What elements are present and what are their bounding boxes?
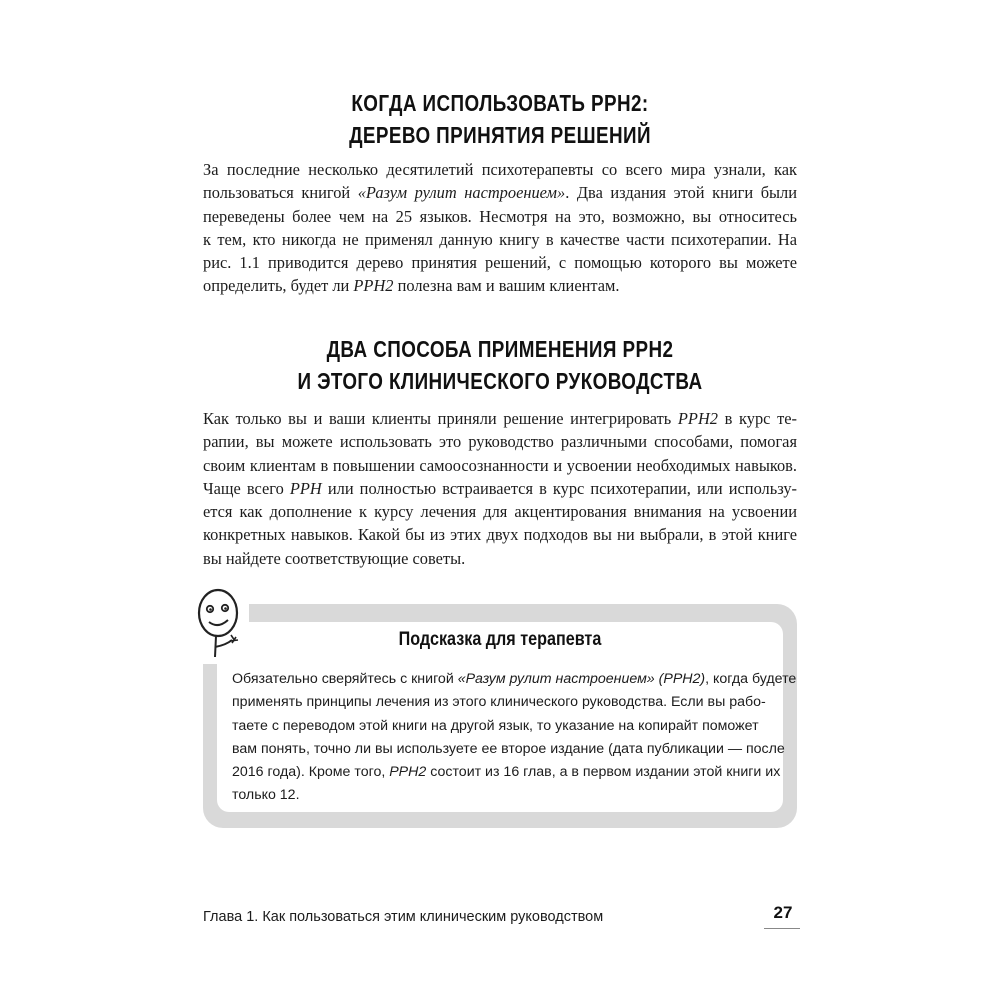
- footer-chapter-title: Глава 1. Как пользоваться этим клиническим руководством: [203, 909, 604, 925]
- tip-box-text: [232, 668, 797, 808]
- paragraph-two-ways: [203, 407, 797, 570]
- text-line: таете с переводом этой книги на другой язык, то указание на копирайт поможет: [232, 717, 759, 734]
- book-abbr: РРН2: [389, 764, 427, 781]
- book-title: «Разум рулит настроением»: [357, 183, 566, 203]
- text-line: Как только вы и ваши клиенты приняли решение интегрировать РРН2 в курс те-: [203, 409, 797, 428]
- text-line: определить, будет ли РРН2 полезна вам и вашим клиентам.: [203, 276, 620, 296]
- text-line: вы найдете соответствующие советы.: [203, 548, 466, 568]
- book-abbr: РРН2: [677, 409, 718, 428]
- text-line: конкретных навыков. Какой бы из этих двух подходов вы ни выбрали, в этой книге: [203, 525, 797, 545]
- text-line: к тем, кто никогда не применял данную книгу в качестве части психотерапии. На: [203, 229, 797, 249]
- text-line: только 12.: [232, 787, 300, 804]
- text-line: пользоваться книгой «Разум рулит настроением». Два издания этой книги были: [203, 183, 798, 203]
- text-line: Чаще всего РРН или полностью встраивается в курс психотерапии, или использу-: [203, 478, 797, 498]
- heading-line: ДВА СПОСОБА ПРИМЕНЕНИЯ РРН2: [326, 336, 674, 362]
- heading-line: ДЕРЕВО ПРИНЯТИЯ РЕШЕНИЙ: [349, 122, 651, 148]
- text-line: применять принципы лечения из этого клинического руководства. Если вы рабо-: [232, 694, 766, 711]
- text-line: рис. 1.1 приводится дерево принятия решений, с помощью которого вы можете: [203, 253, 797, 273]
- text-line: своим клиентам в повышении самоосознанности и усвоении необходимых навыков.: [203, 455, 797, 475]
- text-line: рапии, вы можете использовать это руководство различными способами, помогая: [203, 432, 797, 452]
- book-abbr: РРН: [289, 478, 322, 498]
- text-line: переведены более чем на 25 языков. Несмотря на это, возможно, вы относитесь: [203, 206, 797, 226]
- smiling-face-icon: [186, 585, 256, 665]
- page-number: 27: [773, 903, 793, 922]
- heading-line: И ЭТОГО КЛИНИЧЕСКОГО РУКОВОДСТВА: [297, 368, 703, 394]
- book-abbr: РРН2: [353, 276, 394, 296]
- book-title: «Разум рулит настроением» (РРН2): [457, 671, 706, 687]
- text-line: За последние несколько десятилетий психотерапевты со всего мира узнали, как: [203, 160, 797, 179]
- footer-rule: [764, 928, 800, 929]
- heading-line: КОГДА ИСПОЛЬЗОВАТЬ РРН2:: [351, 90, 649, 116]
- heading-when-to-use: [254, 87, 746, 151]
- text-line: Обязательно сверяйтесь с книгой «Разум рулит настроением» (РРН2), когда будете: [232, 671, 797, 687]
- paragraph-intro: [203, 158, 797, 298]
- text-line: 2016 года). Кроме того, РРН2 состоит из 16 глав, а в первом издании этой книги их: [232, 764, 781, 781]
- tip-box-title: Подсказка для терапевта: [398, 629, 602, 650]
- text-line: ется как дополнение к курсу лечения для акцентирования внимания на усвоении: [203, 502, 797, 522]
- text-line: вам понять, точно ли вы используете ее второе издание (дата публикации — после: [232, 740, 785, 757]
- heading-two-ways: [254, 333, 746, 397]
